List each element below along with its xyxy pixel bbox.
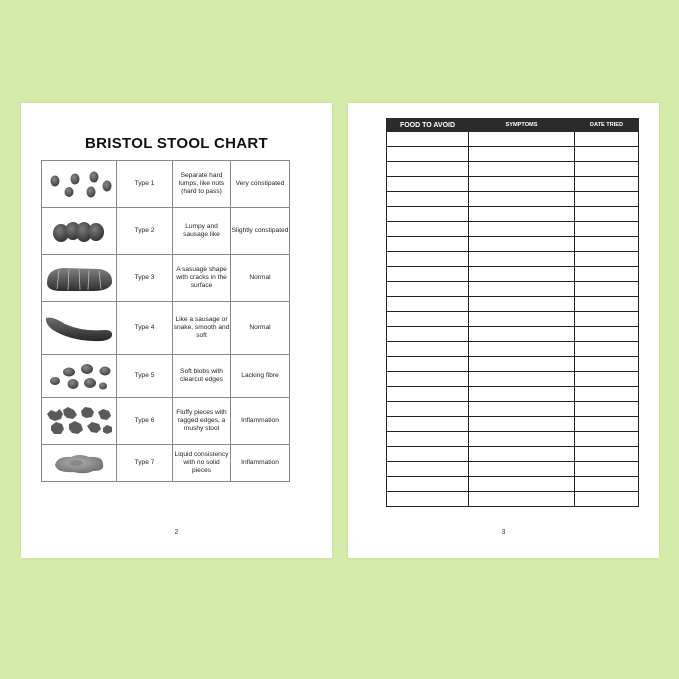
date-cell[interactable] [575,252,639,267]
table-row [387,447,639,462]
date-cell[interactable] [575,402,639,417]
symptoms-cell[interactable] [469,492,575,507]
type-description: Soft blobs with clearcut edges [173,355,231,398]
table-row [387,327,639,342]
food-cell[interactable] [387,207,469,222]
table-row [387,132,639,147]
liquid-puddle-image [42,445,117,482]
food-cell[interactable] [387,342,469,357]
date-cell[interactable] [575,447,639,462]
food-cell[interactable] [387,402,469,417]
page-number: 3 [501,529,506,536]
table-row [387,282,639,297]
symptoms-cell[interactable] [469,402,575,417]
table-row [42,445,290,482]
date-cell[interactable] [575,177,639,192]
soft-blobs-image [42,355,117,398]
date-cell[interactable] [575,237,639,252]
food-log-table [386,118,639,507]
date-cell[interactable] [575,147,639,162]
symptoms-cell[interactable] [469,417,575,432]
date-cell[interactable] [575,132,639,147]
food-cell[interactable] [387,297,469,312]
table-row [42,161,290,208]
lumpy-sausage-image [42,208,117,255]
symptoms-cell[interactable] [469,147,575,162]
type-status: Normal [231,302,290,355]
symptoms-cell[interactable] [469,297,575,312]
fluffy-pieces-image [42,398,117,445]
type-status: Inflammation [231,398,290,445]
symptoms-cell[interactable] [469,372,575,387]
table-row [387,387,639,402]
table-row [387,357,639,372]
table-row [387,312,639,327]
table-row [387,222,639,237]
food-cell[interactable] [387,417,469,432]
smooth-sausage-image [42,302,117,355]
chart-title: BRISTOL STOOL CHART [85,135,268,152]
symptoms-cell[interactable] [469,312,575,327]
symptoms-cell[interactable] [469,477,575,492]
food-cell[interactable] [387,387,469,402]
date-cell[interactable] [575,492,639,507]
symptoms-cell[interactable] [469,252,575,267]
table-row [387,342,639,357]
food-cell[interactable] [387,447,469,462]
symptoms-cell[interactable] [469,432,575,447]
symptoms-cell[interactable] [469,387,575,402]
symptoms-cell[interactable] [469,192,575,207]
symptoms-header: SYMPTOMS [469,119,575,132]
food-log-body [387,132,639,507]
food-cell[interactable] [387,237,469,252]
table-row [387,417,639,432]
date-cell[interactable] [575,432,639,447]
date-cell[interactable] [575,207,639,222]
food-cell[interactable] [387,357,469,372]
date-cell[interactable] [575,192,639,207]
food-cell[interactable] [387,252,469,267]
table-row [42,208,290,255]
symptoms-cell[interactable] [469,132,575,147]
date-cell[interactable] [575,357,639,372]
date-cell[interactable] [575,282,639,297]
table-row [387,237,639,252]
type-status: Normal [231,255,290,302]
table-row [42,302,290,355]
table-row [387,177,639,192]
food-cell[interactable] [387,222,469,237]
food-cell[interactable] [387,147,469,162]
bristol-stool-table [41,160,290,482]
table-row [42,398,290,445]
type-description: Like a sausage or snake, smooth and soft [173,302,231,355]
food-to-avoid-header: FOOD TO AVOID [387,119,469,132]
page-number: 2 [174,529,179,536]
symptoms-cell[interactable] [469,462,575,477]
symptoms-cell[interactable] [469,267,575,282]
cracked-sausage-image [42,255,117,302]
type-label: Type 3 [117,255,173,302]
date-cell[interactable] [575,327,639,342]
type-label: Type 4 [117,302,173,355]
table-row [387,462,639,477]
food-cell[interactable] [387,177,469,192]
type-description: Lumpy and sausage like [173,208,231,255]
type-status: Very constipated [231,161,290,208]
symptoms-cell[interactable] [469,357,575,372]
date-cell[interactable] [575,462,639,477]
food-cell[interactable] [387,462,469,477]
type-description: Fluffy pieces with ragged edges, a mushy stool [173,398,231,445]
symptoms-cell[interactable] [469,282,575,297]
food-cell[interactable] [387,282,469,297]
type-status: Lacking fibre [231,355,290,398]
symptoms-cell[interactable] [469,447,575,462]
symptoms-cell[interactable] [469,327,575,342]
table-row [387,297,639,312]
table-row [387,477,639,492]
food-cell[interactable] [387,327,469,342]
date-cell[interactable] [575,312,639,327]
symptoms-cell[interactable] [469,237,575,252]
date-cell[interactable] [575,342,639,357]
date-cell[interactable] [575,297,639,312]
type-label: Type 7 [117,445,173,482]
food-cell[interactable] [387,267,469,282]
food-cell[interactable] [387,372,469,387]
right-page [348,103,659,558]
food-cell[interactable] [387,492,469,507]
date-cell[interactable] [575,387,639,402]
food-cell[interactable] [387,132,469,147]
date-cell[interactable] [575,222,639,237]
table-row [387,192,639,207]
table-row [387,372,639,387]
date-cell[interactable] [575,477,639,492]
table-row [387,147,639,162]
type-label: Type 1 [117,161,173,208]
symptoms-cell[interactable] [469,162,575,177]
date-cell[interactable] [575,162,639,177]
food-cell[interactable] [387,432,469,447]
food-cell[interactable] [387,312,469,327]
table-row [387,432,639,447]
symptoms-cell[interactable] [469,342,575,357]
type-description: A sasuage shape with cracks in the surface [173,255,231,302]
table-row [387,267,639,282]
left-page [21,103,332,558]
date-cell[interactable] [575,372,639,387]
food-cell[interactable] [387,192,469,207]
date-cell[interactable] [575,417,639,432]
food-cell[interactable] [387,162,469,177]
table-row [42,355,290,398]
type-label: Type 5 [117,355,173,398]
symptoms-cell[interactable] [469,222,575,237]
food-cell[interactable] [387,477,469,492]
table-row [387,492,639,507]
date-cell[interactable] [575,267,639,282]
type-status: Slightly constipated [231,208,290,255]
type-label: Type 2 [117,208,173,255]
type-label: Type 6 [117,398,173,445]
table-row [387,162,639,177]
type-description: Separate hard lumps, like nuts (hard to pass) [173,161,231,208]
table-row [387,252,639,267]
header-row [387,119,639,132]
symptoms-cell[interactable] [469,177,575,192]
table-row [387,402,639,417]
type-description: Liquid consistency with no solid pieces [173,445,231,482]
table-row [42,255,290,302]
date-tried-header: DATE TRIED [575,119,639,132]
table-row [387,207,639,222]
type-status: Inflammation [231,445,290,482]
separate-lumps-image [42,161,117,208]
symptoms-cell[interactable] [469,207,575,222]
